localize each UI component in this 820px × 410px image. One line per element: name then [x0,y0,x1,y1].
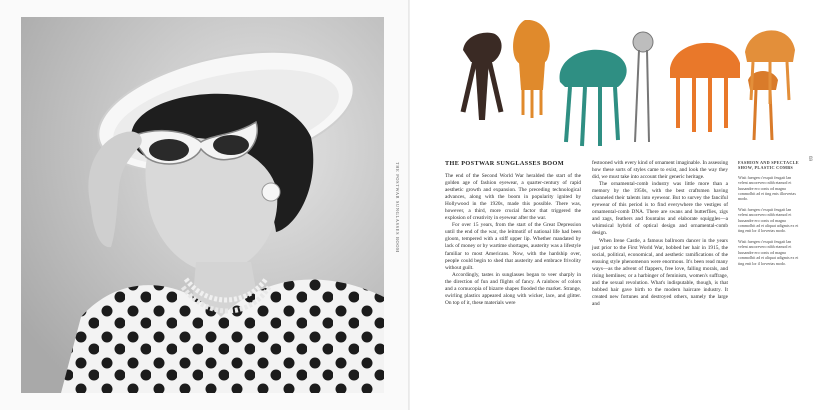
caption-paragraph: Wisit fuergen c'exquit feugait lan velent ancorevero nibh etamod et luusandre ero conis od magna commolbit ad et ting enis illorvertas modo. [738,174,796,202]
page-number: 69 [807,156,812,161]
photo-illustration [21,17,384,393]
running-head: THE POSTWAR SUNGLASSES BOOM [395,162,400,253]
caption-paragraph: Wisit fuergen c'exquit feugait lan velent ancorevero nibh etamod et luusandre ero conis od magna commolbit ad et aliquat adigmis ex et ting enit lor il lorvertas modo. [738,238,799,266]
paragraph: The end of the Second World War heralded the start of the golden age of fashion eyewear, a quarter-century of rapid aesthetic growth and expansion. The preceding technological advances, along with the boom in popularity ignited by Hollywood in the 1920s, made this possible. There was, however, a third, more crucial factor that triggered the explosion of creativity in eyewear after the war. [445,173,581,222]
article-heading: THE POSTWAR SUNGLASSES BOOM [445,160,564,167]
comb-dark-fan [463,33,502,120]
comb-amber-fan-right [745,30,795,104]
ornamental-combs-illustration [445,20,795,148]
text-column-1 [445,173,581,307]
right-page [410,0,820,410]
comb-amber-arch [670,43,740,132]
comb-amber-fan [513,20,550,118]
paragraph: Accordingly, tastes in sunglasses began to veer sharply in the direction of fun and flights of fancy. A rainbow of colors and a cornucopia of bizarre shapes flooded the market. Strange, swirling plastics appeared along with wicker, lace, and glitter. On top of it, these materials were [445,271,581,306]
text-column-2 [592,160,728,308]
photo-woman-in-sunglasses [21,17,384,393]
comb-silver-pin [633,32,653,142]
image-caption [738,160,800,271]
paragraph: For over 15 years, from the start of the Great Depression until the end of the war, the leitmotif of national life had been gloom, tempered with a stiff upper lip. Whether mandated by lack of money or by wartime shortages, austerity was a lifestyle familiar to most Americans. Now, with the hardship over, people could begin to shed that austerity and embrace frivolity without guilt. [445,222,581,271]
caption-paragraph: Wisit fuergen c'exquit feugait lan velent ancorevero nibh etamod et luusandre ero conis od magna commolbit ad et aliquat adigmis ex et ting enit lor il lorvertas modo. [738,206,799,234]
comb-teal-fan [560,50,627,146]
paragraph: When Irene Castle, a famous ballroom dancer in the years just prior to the First World War, bobbed her hair in 1915, the social, political, economical, and aesthetic ramifications of the ensuing style phenomenon were enormous. It's been read many ways—as the advent of flappers, free love, falling morals, and rising hemlines; or a harbinger of feminism, women's suffrage, and the sexual revolution. What's indisputable, though, is that bobbed hair gave birth to the modern haircare industry. It created new fortunes and destroyed others, namely the large and [592,237,728,307]
paragraph: festooned with every kind of ornament imaginable. In assessing how these sorts of styles came to exist, and look the way they did, we must take into account their generic heritage. [592,160,728,181]
caption-title: FASHION AND SPECTACLE SHOW, PLASTIC COMBS [738,160,799,171]
paragraph: The ornamental-comb industry was little more than a memory by the 1950s, with the best craftsmen having channeled their talents into eyewear. But to survey the fanciful eyewear of this period is to find everywhere the vestiges of ornamental-comb DNA. There are swans and butterflies, zigs and zags, feathers and fountains and elaborate squiggles—a whimsical hybrid of optical design and ornamental-comb design. [592,181,728,237]
